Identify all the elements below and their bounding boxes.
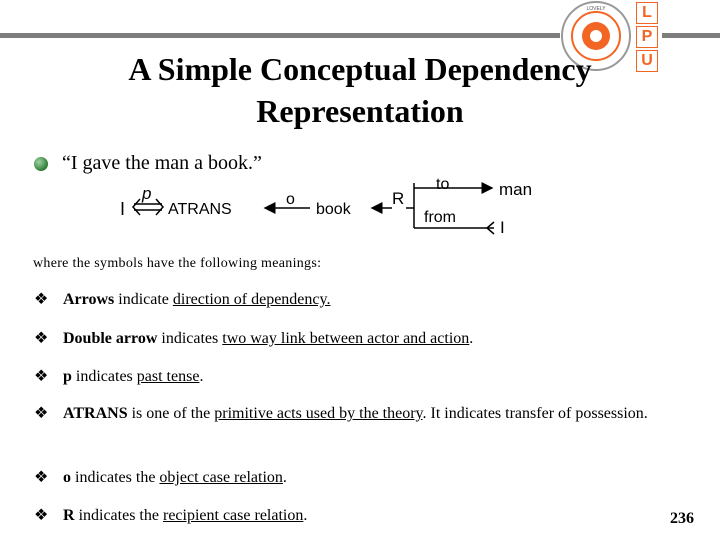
term: R — [63, 507, 75, 524]
diagram-recipient: man — [499, 180, 533, 199]
text: indicate — [114, 291, 173, 308]
title-line-1: A Simple Conceptual Dependency — [128, 51, 592, 87]
diagram-p-label: p — [142, 184, 152, 203]
diagram-to-label: to — [436, 176, 450, 193]
list-item — [34, 504, 674, 528]
text: . — [282, 469, 287, 486]
text: indicates the — [74, 507, 163, 524]
header-bar-right — [662, 33, 720, 38]
definition: recipient case relation — [162, 507, 304, 524]
diamond-bullet-icon: ❖ — [34, 405, 49, 422]
list-item — [34, 288, 674, 312]
term: ATRANS — [63, 405, 128, 422]
diagram-donor: I — [500, 218, 505, 237]
title-line-2: Representation — [256, 93, 464, 129]
term: p — [63, 368, 72, 385]
diamond-bullet-icon: ❖ — [34, 507, 49, 524]
diagram-actor: I — [120, 199, 126, 219]
slide-title — [0, 48, 720, 132]
diagram-r-label: R — [392, 189, 405, 208]
diagram-from-label: from — [424, 209, 456, 226]
term: o — [63, 469, 71, 486]
logo-letter-u: U — [636, 50, 658, 72]
symbols-intro: where the symbols have the following meanings: — [33, 256, 322, 271]
diagram-o-label: o — [286, 191, 295, 208]
diamond-bullet-icon: ❖ — [34, 291, 49, 308]
diagram-object: book — [316, 201, 351, 218]
definition: two way link between actor and action — [222, 330, 470, 347]
logo-letter-p: P — [636, 26, 658, 48]
text: indicates — [71, 368, 137, 385]
list-item — [34, 365, 674, 389]
definition: primitive acts used by the theory — [214, 405, 423, 422]
text: . — [303, 507, 308, 524]
term: Arrows — [63, 291, 115, 308]
page-number: 236 — [670, 510, 694, 527]
list-item — [34, 327, 674, 351]
diamond-bullet-icon: ❖ — [34, 368, 49, 385]
definition: past tense — [136, 368, 200, 385]
cd-diagram — [110, 170, 550, 240]
text: indicates — [157, 330, 223, 347]
logo-letter-l: L — [636, 2, 658, 24]
term: Double arrow — [63, 330, 158, 347]
diamond-bullet-icon: ❖ — [34, 469, 49, 486]
header-bar — [0, 33, 560, 38]
text: . It indicates transfer of possession. — [422, 405, 648, 422]
diagram-act: ATRANS — [168, 201, 232, 218]
list-item — [34, 402, 674, 426]
bullet-ball-icon — [34, 157, 48, 171]
definition: object case relation — [159, 469, 283, 486]
text: . — [199, 368, 204, 385]
diamond-bullet-icon: ❖ — [34, 330, 49, 347]
list-item — [34, 466, 674, 490]
text: . — [469, 330, 474, 347]
svg-text:LOVELY: LOVELY — [586, 6, 606, 12]
text: indicates the — [71, 469, 160, 486]
text: is one of the — [127, 405, 215, 422]
example-sentence: “I gave the man a book.” — [62, 152, 262, 174]
definition: direction of dependency. — [172, 291, 331, 308]
